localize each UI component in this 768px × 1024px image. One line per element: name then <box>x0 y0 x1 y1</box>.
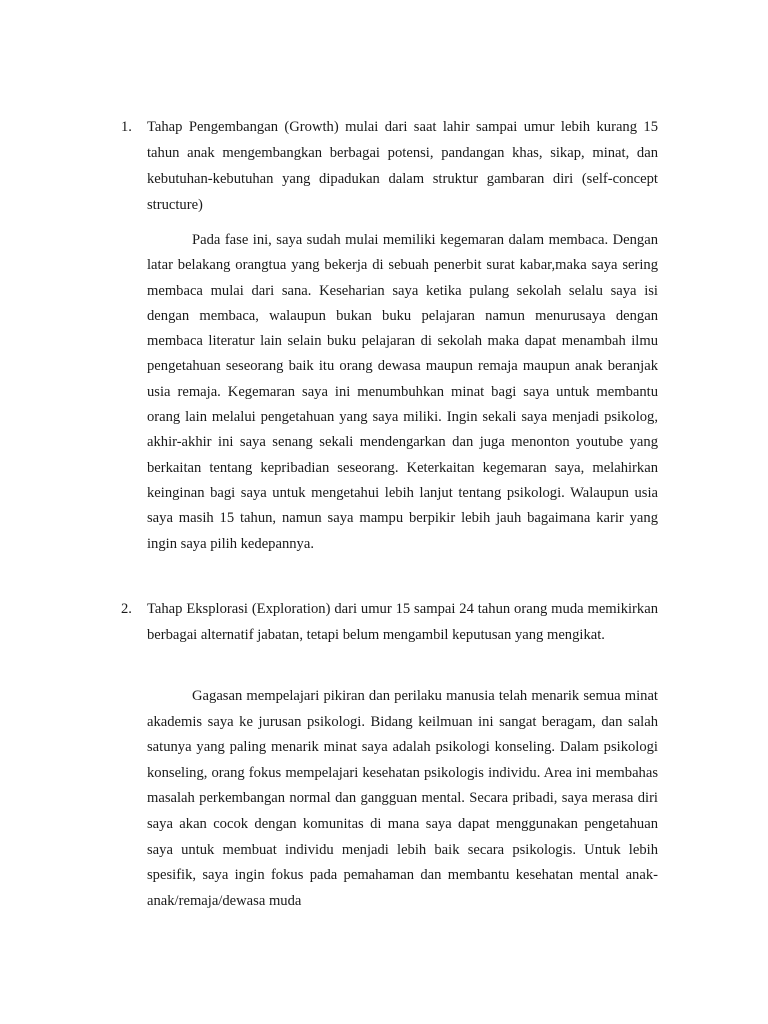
list-item-number: 1. <box>121 119 132 135</box>
list-item-number: 2. <box>121 601 132 617</box>
body-paragraph-growth: Pada fase ini, saya sudah mulai memiliki kegemaran dalam membaca. Dengan latar belakang orangtua yang bekerja di sebuah penerbit surat kabar,maka saya sering membaca mulai dari sana. Keseharian saya ketika pulang sekolah selalu saya isi dengan membaca, walaupun bukan buku pelajaran namun menurusaya dengan membaca literatur lain selain buku pelajaran di sekolah maka dapat menambah ilmu pengetahuan seseorang baik itu orang dewasa maupun remaja maupun anak beranjak usia remaja. Kegemaran saya ini menumbuhkan minat bagi saya untuk membantu orang lain melalui pengetahuan yang saya miliki. Ingin sekali saya menjadi psikolog, akhir-akhir ini saya senang sekali mendengarkan dan juga menonton youtube yang berkaitan tentang kepribadian seseorang. Keterkaitan kegemaran saya, melahirkan keinginan bagi saya untuk mengetahui lebih lanjut tentang psikologi. Walaupun usia saya masih 15 tahun, namun saya mampu berpikir lebih jauh bagaimana karir yang ingin saya pilih kedepannya. <box>147 232 658 552</box>
body-paragraph-exploration: Gagasan mempelajari pikiran dan perilaku manusia telah menarik semua minat akademis saya ke jurusan psikologi. Bidang keilmuan ini sangat beragam, dan salah satunya yang paling menarik minat saya adalah psikologi konseling. Dalam psikologi konseling, orang fokus mempelajari kesehatan psikologis individu. Area ini membahas masalah perkembangan normal dan gangguan mental. Secara pribadi, saya merasa diri saya akan cocok dengan komunitas di mana saya dapat menggunakan pengetahuan saya untuk membuat individu menjadi lebih baik secara psikologis. Untuk lebih spesifik, saya ingin fokus pada pemahaman dan membantu kesehatan mental anak-anak/remaja/dewasa muda <box>147 688 658 909</box>
list-item-heading-text: Tahap Pengembangan (Growth) mulai dari saat lahir sampai umur lebih kurang 15 tahun anak mengembangkan berbagai potensi, pandangan khas, sikap, minat, dan kebutuhan-kebutuhan yang dipadukan dalam struktur gambaran diri (self-concept structure) <box>147 119 658 213</box>
list-item-heading-text: Tahap Eksplorasi (Exploration) dari umur 15 sampai 24 tahun orang muda memikirkan berbagai alternatif jabatan, tetapi belum mengambil keputusan yang mengikat. <box>147 601 658 643</box>
